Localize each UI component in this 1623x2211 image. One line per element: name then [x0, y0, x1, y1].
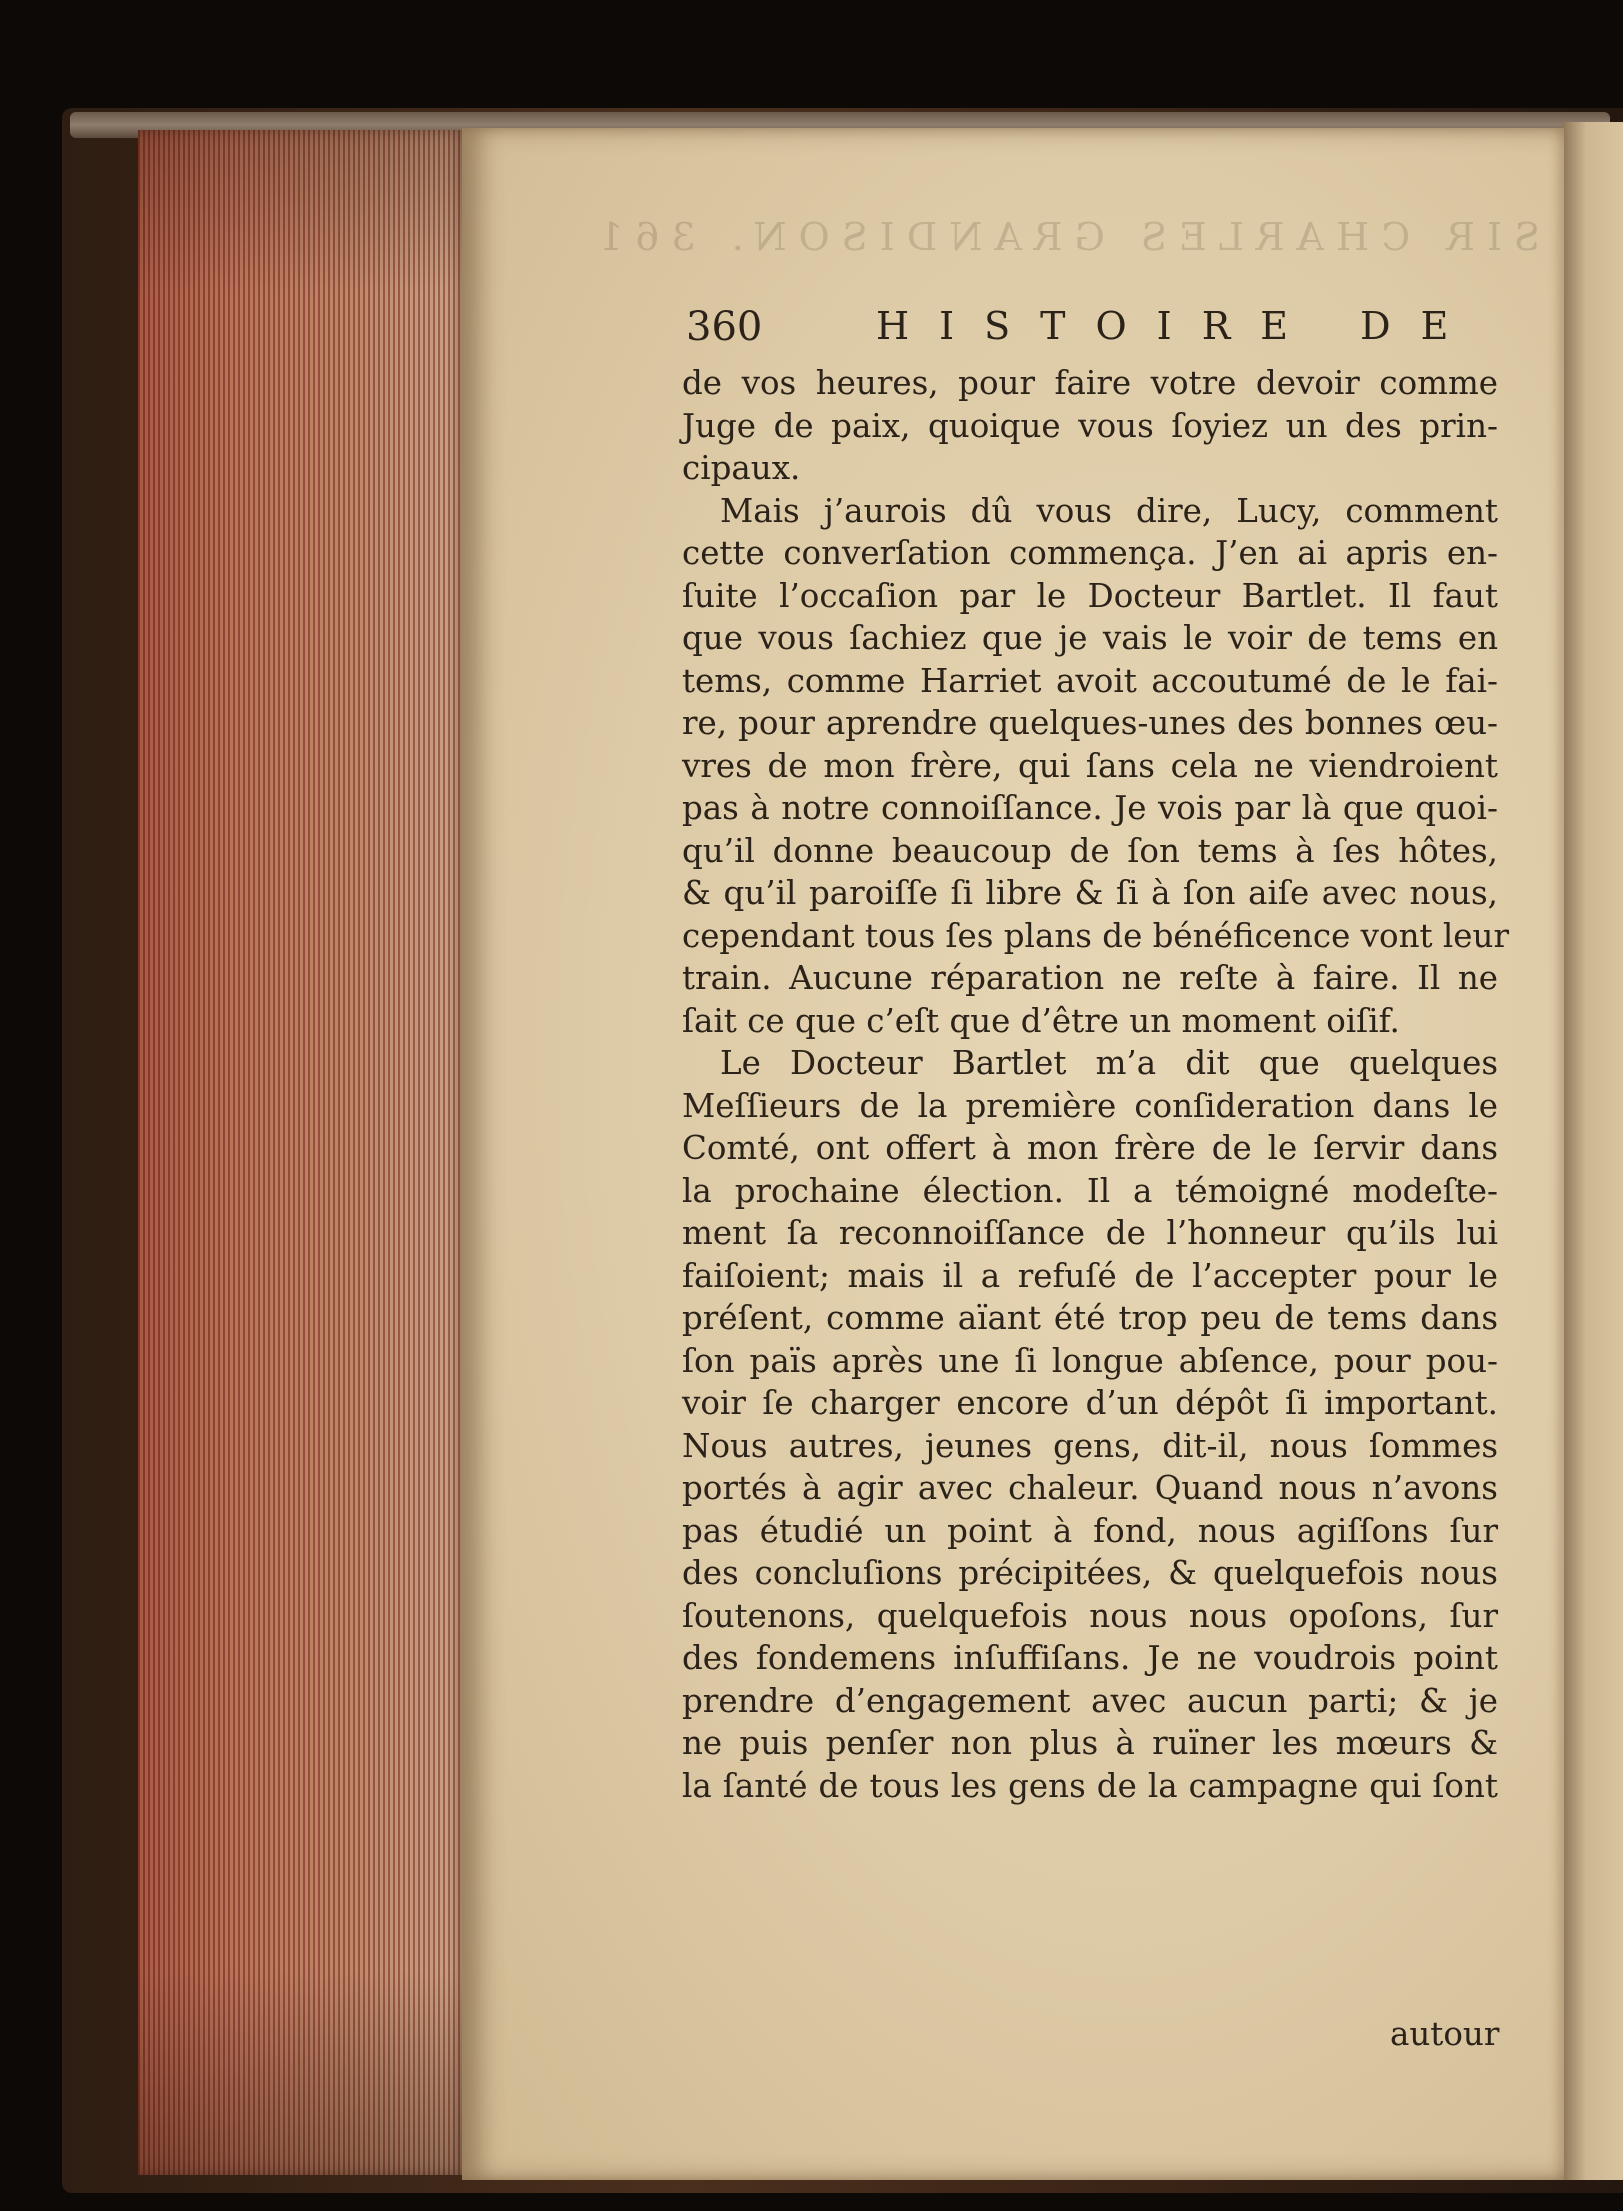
text-line: la prochaine élection. Il a témoigné modeſte-	[682, 1171, 1498, 1210]
text-line: Mais j’aurois dû vous dire, Lucy, comment	[720, 491, 1498, 530]
text-line: pas à notre connoiſſance. Je vois par là que quoi-	[682, 789, 1498, 827]
text-line: Meſſieurs de la première conſideration dans le	[682, 1086, 1498, 1125]
page-block-shade	[138, 130, 468, 2175]
text-line: Le Docteur Bartlet m’a dit que quelques	[720, 1044, 1498, 1082]
text-line: ſuite l’occaſion par le Docteur Bartlet. Il faut	[682, 576, 1498, 615]
text-line: Juge de paix, quoique vous ſoyiez un des prin-	[682, 406, 1498, 445]
text-line: Nous autres, jeunes gens, dit-il, nous ſommes	[682, 1426, 1498, 1465]
text-line: ſoutenons, quelquefois nous nous opoſons, ſur	[682, 1596, 1498, 1635]
text-line: préſent, comme aïant été trop peu de tems dans	[682, 1299, 1498, 1337]
facing-page-edge	[1562, 122, 1623, 2180]
body-text	[682, 362, 1509, 1807]
text-line: & qu’il paroiſſe ſi libre & ſi à ſon aiſe avec nous,	[682, 874, 1498, 912]
text-line: ment ſa reconnoiſſance de l’honneur qu’ils lui	[682, 1214, 1498, 1252]
text-line: ſait ce que c’eſt que d’être un moment oiſif.	[682, 1001, 1400, 1040]
text-line: vres de mon frère, qui ſans cela ne viendroient	[682, 746, 1498, 785]
text-line: ſon païs après une ſi longue abſence, pour pou-	[682, 1341, 1498, 1380]
text-line: faiſoient; mais il a refuſé de l’accepter pour le	[682, 1256, 1498, 1295]
text-line: de vos heures, pour faire votre devoir comme	[682, 364, 1498, 402]
text-line: qu’il donne beaucoup de ſon tems à ſes hôtes,	[682, 831, 1498, 870]
text-line: que vous ſachiez que je vais le voir de tems en	[682, 619, 1498, 657]
running-title: HISTOIRE DE	[876, 304, 1479, 348]
text-line: des fondemens inſuffiſans. Je ne voudrois point	[682, 1639, 1498, 1677]
text-line: tems, comme Harriet avoit accoutumé de le fai-	[682, 661, 1498, 700]
catchword: autour	[1390, 2015, 1500, 2053]
text-line: pas étudié un point à fond, nous agiſſons ſur	[682, 1511, 1498, 1550]
text-line: portés à agir avec chaleur. Quand nous n’avons	[682, 1469, 1498, 1507]
text-line: Comté, ont offert à mon frère de le ſervir dans	[682, 1129, 1498, 1167]
text-line: re, pour aprendre quelques-unes des bonnes œu-	[682, 704, 1498, 742]
text-line: la ſanté de tous les gens de la campagne qui ſont	[682, 1766, 1498, 1805]
text-line: cette converſation commença. J’en ai apris en-	[682, 534, 1498, 572]
text-line: cependant tous ſes plans de bénéficence vont leur	[682, 916, 1509, 955]
page-number: 360	[686, 304, 763, 350]
running-head	[686, 300, 1516, 350]
text-line: train. Aucune réparation ne reſte à faire. Il ne	[682, 959, 1498, 997]
text-line: prendre d’engagement avec aucun parti; & je	[682, 1681, 1498, 1720]
bleed-through-text: SIR CHARLES GRANDISON. 361	[587, 215, 1540, 259]
text-line: des concluſions précipitées, & quelquefois nous	[682, 1554, 1498, 1592]
text-line: ne puis penſer non plus à ruïner les mœurs &	[682, 1724, 1498, 1762]
text-line: voir ſe charger encore d’un dépôt ſi important.	[682, 1384, 1498, 1422]
text-line: cipaux.	[682, 449, 801, 487]
